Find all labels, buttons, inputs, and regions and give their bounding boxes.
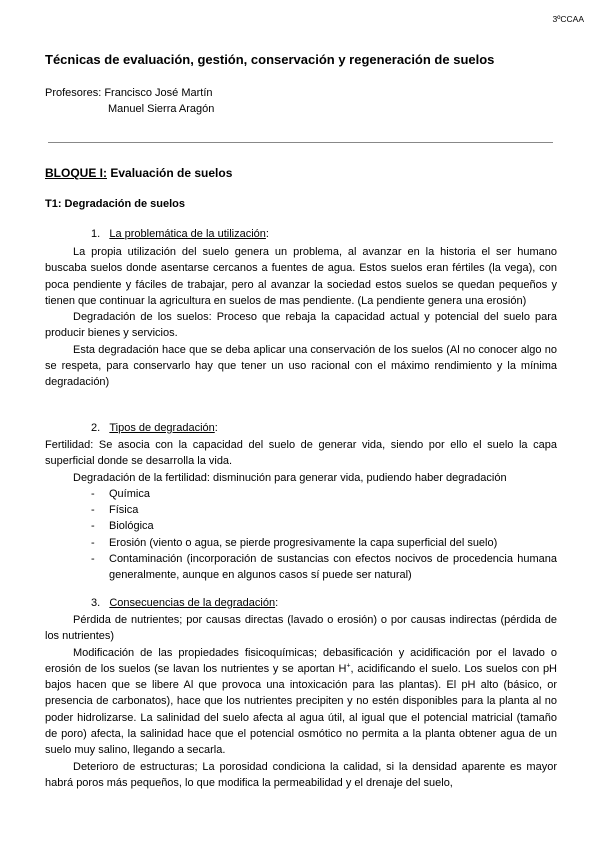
section-3-heading: 3. Consecuencias de la degradación:	[91, 597, 279, 609]
paragraph: Fertilidad: Se asocia con la capacidad del suelo de generar vida, siendo por ello el suelo la capa superficial donde se desarrolla la vida.	[45, 439, 557, 468]
superscript: +	[346, 662, 351, 670]
document-title: Técnicas de evaluación, gestión, conservación y regeneración de suelos	[45, 52, 495, 67]
degradation-types-list	[45, 486, 557, 584]
section-3-body	[45, 612, 557, 791]
section-title: Consecuencias de la degradación	[109, 597, 276, 609]
section-2-body	[45, 437, 557, 584]
paragraph: La propia utilización del suelo genera un problema, al avanzar en la historia el ser humano buscaba suelos donde asentarse cercanos a fuentes de agua. Estos suelos eran fértiles (la vega), con poca pendiente y fáciles de trabajar, pero al avanzar la sociedad estos suelos se quedan pequeños y tienen que continuar la agricultura en suelos de mas pendiente. (La pendiente genera una erosión)	[45, 246, 557, 307]
paragraph: Pérdida de nutrientes; por causas directas (lavado o erosión) o por causas indirectas (pérdida de los nutrientes)	[45, 614, 557, 643]
paragraph: Esta degradación hace que se deba aplicar una conservación de los suelos (Al no conocer algo no se respeta, para conservarlo hay que tener un uso racional con el máximo rendimiento y la mínima degradación)	[45, 343, 557, 389]
section-number: 1.	[91, 228, 101, 240]
paragraph: Degradación de los suelos: Proceso que rebaja la capacidad actual y potencial del suelo para producir bienes y servicios.	[45, 311, 557, 340]
list-item: - Erosión (viento o agua, se pierde progresivamente la capa superficial del suelo)	[45, 535, 557, 551]
section-1-heading: 1. La problemática de la utilización:	[91, 228, 269, 240]
topic-heading: T1: Degradación de suelos	[45, 198, 185, 210]
list-item: - Biológica	[45, 518, 557, 534]
section-title: La problemática de la utilización	[109, 228, 266, 240]
section-number: 3.	[91, 597, 101, 609]
list-item: - Física	[45, 502, 557, 518]
paragraph	[45, 645, 557, 759]
block-heading	[45, 166, 232, 180]
professors	[45, 85, 214, 117]
course-label: 3ºCCAA	[552, 14, 584, 24]
section-1-body	[45, 244, 557, 391]
paragraph-text: , acidificando el suelo. Los suelos con pH bajos hacen que se libere Al que provoca una intoxicación para las plantas). El pH alto (básico, or presencia de carbonatos), hace que los nutrientes precipiten y no estén disponibles para la planta al no poder hidrolizarse. La salinidad del suelo afecta al agua útil, al igual que el potencial matricial (tamaño de poro) afecta, la salinidad hace que el potencial osmótico no permita a la planta obtener agua de un suelo muy salino, llegando a secarla.	[45, 662, 558, 757]
list-item: - Química	[45, 486, 557, 502]
block-label: BLOQUE I:	[45, 166, 107, 180]
paragraph-text: Modificación de las propiedades fisicoquímicas; debasificación y acidificación por el lavado o erosión de los suelos (se lavan los nutrientes y se aportan H	[45, 646, 557, 675]
section-2-heading: 2. Tipos de degradación:	[91, 422, 218, 434]
professor-2: Manuel Sierra Aragón	[108, 103, 215, 115]
horizontal-divider	[48, 142, 553, 143]
section-number: 2.	[91, 422, 101, 434]
professors-label: Profesores:	[45, 87, 102, 99]
professor-1: Francisco José Martín	[104, 87, 213, 99]
section-title: Tipos de degradación	[109, 422, 215, 434]
block-title: Evaluación de suelos	[110, 166, 233, 180]
paragraph: Degradación de la fertilidad: disminución para generar vida, pudiendo haber degradación	[73, 471, 507, 484]
list-item: - Contaminación (incorporación de sustancias con efectos nocivos de procedencia humana generalmente, aunque en algunos casos sí puede ser natural)	[45, 551, 557, 584]
paragraph: Deterioro de estructuras; La porosidad condiciona la calidad, si la densidad aparente es mayor habrá poros más pequeños, lo que modifica la permeabilidad y el drenaje del suelo,	[45, 760, 557, 789]
